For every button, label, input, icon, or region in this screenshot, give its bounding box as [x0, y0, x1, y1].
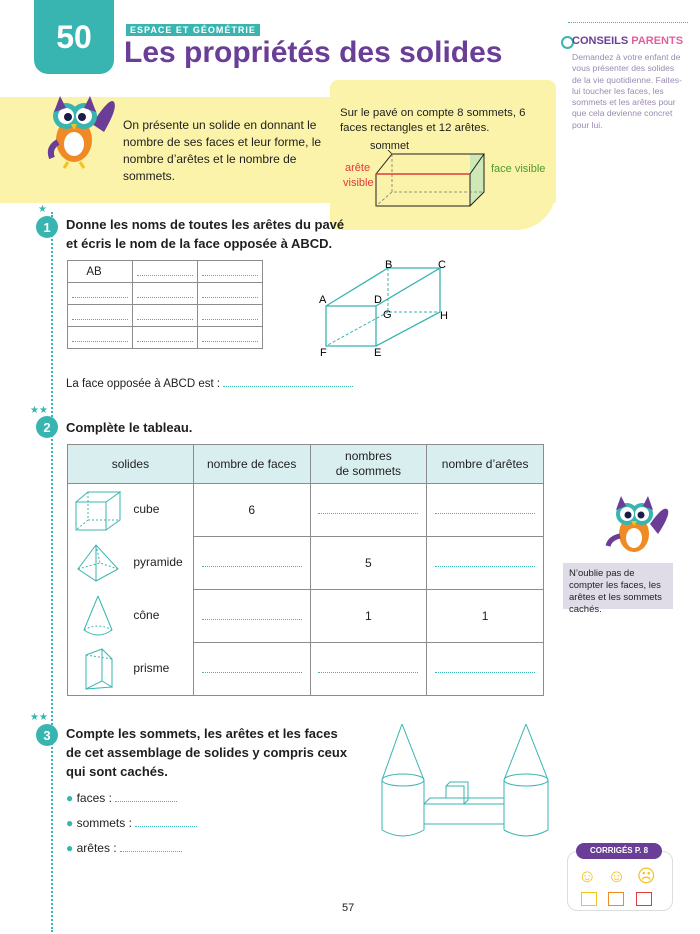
answer-label: arêtes : — [76, 841, 117, 855]
intro-text: On présente un solide en donnant le nombre de ses faces et leur forme, le nombre d’arêtes et le nombre de sommets. — [123, 118, 322, 183]
checkbox-medium[interactable] — [608, 892, 624, 906]
parent-tips-title — [572, 35, 683, 47]
answer-field[interactable] — [115, 792, 177, 802]
exercise-3-instruction — [66, 724, 347, 781]
exercise-1-number: 1 — [36, 216, 58, 238]
lesson-number: 50 — [56, 18, 92, 55]
edges-cell[interactable] — [198, 327, 263, 349]
owl-mascot-icon — [30, 84, 120, 172]
solid-name: cube — [133, 502, 160, 517]
edges-cell[interactable] — [198, 283, 263, 305]
smiley-sad-icon: ☹ — [636, 866, 656, 886]
checkbox-good[interactable] — [581, 892, 597, 906]
header-vertices — [310, 445, 427, 484]
exercise-3-number: 3 — [36, 724, 58, 746]
exercise-3-line2: de cet assemblage de solides y compris ceux — [66, 745, 348, 760]
faces-cell[interactable] — [193, 537, 310, 590]
edges-count-cell[interactable] — [427, 484, 544, 537]
exercise-3-line3: qui sont cachés. — [66, 764, 168, 779]
header-faces: nombre de faces — [193, 445, 310, 484]
edges-cell[interactable] — [68, 327, 133, 349]
exercise-3-line1: Compte les sommets, les arêtes et les faces — [66, 726, 338, 741]
prism-icon — [82, 647, 116, 691]
table-row — [68, 643, 544, 696]
header-vertices-line1: nombres — [345, 449, 392, 463]
answer-field[interactable] — [120, 842, 182, 852]
exercise-1-line1: Donne les noms de toutes les arêtes du pavé — [66, 217, 345, 232]
faces-cell[interactable] — [193, 643, 310, 696]
exercise-1-line2: et écris le nom de la face opposée à ABCD. — [66, 236, 333, 251]
table-row — [68, 484, 544, 537]
self-assessment-row — [578, 866, 656, 887]
vertices-cell: 5 — [310, 537, 427, 590]
corrections-label: CORRIGÉS P. 8 — [576, 843, 662, 859]
solid-name: cône — [133, 608, 160, 623]
solid-cell-cone — [68, 590, 194, 643]
opposite-face-prompt: La face opposée à ABCD est : — [66, 378, 221, 390]
answer-label: faces : — [76, 791, 112, 805]
difficulty-star-icon: ★★ — [30, 712, 48, 723]
vertices-cell[interactable] — [310, 484, 427, 537]
edges-table — [67, 260, 263, 349]
answer-row-edges: ● arêtes : — [66, 836, 197, 861]
vertex-label-G: G — [383, 309, 392, 321]
solid-name: pyramide — [133, 555, 183, 570]
header-solids: solides — [68, 445, 194, 484]
edges-count-cell: 1 — [427, 590, 544, 643]
table-row — [68, 590, 544, 643]
parent-tips-body: Demandez à votre enfant de vous présenter des solides de la vie quotidienne. Faites-lui toucher les faces, les sommets et les arêtes pour que cela devienne concret pour lui. — [572, 52, 682, 130]
cuboid-diagram — [374, 150, 488, 210]
edges-count-cell[interactable] — [427, 537, 544, 590]
opposite-face-line — [66, 377, 353, 390]
difficulty-star-icon: ★★ — [30, 405, 48, 416]
owl-tip-icon — [600, 488, 670, 560]
exercise-1-instruction — [66, 215, 344, 253]
vertex-label-D: D — [374, 294, 382, 306]
vertex-label-B: B — [385, 259, 393, 271]
faces-cell: 6 — [193, 484, 310, 537]
solid-name: prisme — [133, 660, 170, 675]
opposite-face-answer[interactable] — [223, 377, 353, 387]
page-title: Les propriétés des solides — [124, 36, 503, 69]
faces-cell[interactable] — [193, 590, 310, 643]
pyramid-icon — [74, 543, 122, 583]
vertices-cell[interactable] — [310, 643, 427, 696]
cone-icon — [80, 594, 116, 638]
label-arete: arête — [345, 162, 371, 174]
header-vertices-line2: de sommets — [335, 464, 402, 478]
smiley-happy-icon: ☺ — [578, 866, 597, 886]
solids-table — [67, 444, 544, 696]
tips-title-parents: PARENTS — [631, 35, 684, 47]
label-face-visible: face visible — [491, 163, 546, 175]
vertex-label-A: A — [319, 294, 327, 306]
label-arete-visible: visible — [343, 177, 374, 189]
edges-cell[interactable] — [68, 305, 133, 327]
vertices-cell: 1 — [310, 590, 427, 643]
exercise-3-answers — [66, 786, 197, 861]
answer-row-faces: ● faces : — [66, 786, 197, 811]
header-edges: nombre d’arêtes — [427, 445, 544, 484]
tips-divider — [568, 22, 688, 23]
vertex-label-F: F — [320, 347, 327, 359]
solid-cell-pyramid — [68, 537, 194, 590]
topic-tag: ESPACE ET GÉOMÉTRIE — [126, 24, 260, 36]
answer-row-vertices: ● sommets : — [66, 811, 197, 836]
edges-cell[interactable] — [198, 305, 263, 327]
edges-cell[interactable] — [198, 261, 263, 283]
answer-field[interactable] — [135, 817, 197, 827]
cube-icon — [74, 488, 122, 532]
answer-label: sommets : — [76, 816, 132, 830]
page-number: 57 — [342, 902, 355, 914]
solid-cell-cube — [68, 484, 194, 537]
example-text: Sur le pavé on compte 8 sommets, 6 faces rectangles et 12 arêtes. — [340, 107, 526, 134]
edges-cell[interactable] — [133, 283, 198, 305]
lesson-number-badge — [34, 0, 114, 74]
edges-cell: AB — [68, 261, 133, 283]
vertex-label-E: E — [374, 347, 382, 359]
vertex-label-H: H — [440, 310, 448, 322]
difficulty-star-icon: ★ — [38, 204, 47, 215]
vertex-label-C: C — [438, 259, 446, 271]
exercise-guide-line — [51, 212, 53, 932]
table-row — [68, 537, 544, 590]
owl-tip-bubble: N’oublie pas de compter les faces, les arêtes et les sommets cachés. — [563, 563, 673, 609]
edges-cell[interactable] — [133, 327, 198, 349]
solid-cell-prism — [68, 643, 194, 696]
labeled-cuboid-diagram — [316, 256, 456, 360]
smiley-neutral-icon: ☺ — [607, 866, 626, 886]
exercise-2-instruction: Complète le tableau. — [66, 420, 193, 435]
exercise-2-number: 2 — [36, 416, 58, 438]
edges-cell[interactable] — [133, 261, 198, 283]
solids-assembly-diagram — [378, 720, 552, 844]
edges-cell[interactable] — [133, 305, 198, 327]
label-sommet: sommet — [370, 140, 410, 152]
edges-cell[interactable] — [68, 283, 133, 305]
tips-title-main: CONSEILS — [572, 35, 629, 47]
visible-face-shade — [470, 154, 484, 206]
edges-count-cell[interactable] — [427, 643, 544, 696]
checkbox-hard[interactable] — [636, 892, 652, 906]
